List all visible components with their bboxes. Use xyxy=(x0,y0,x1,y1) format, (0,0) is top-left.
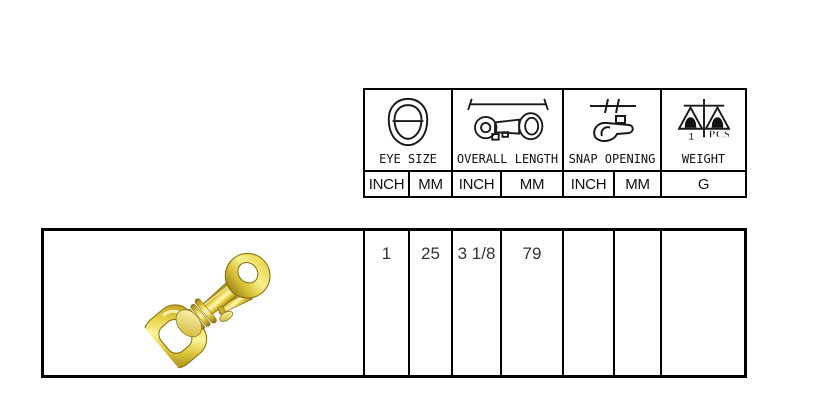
snap-opening-unit-mm: MM xyxy=(613,172,660,196)
cell-eye-size-inch: 1 xyxy=(363,231,408,375)
column-overall-length xyxy=(451,90,562,196)
cell-snap-opening-inch xyxy=(562,231,613,375)
weight-right-pan-label: PCS xyxy=(708,129,730,141)
weight-label: WEIGHT xyxy=(681,152,726,166)
product-image-cell xyxy=(44,231,363,375)
cell-overall-length-mm: 79 xyxy=(500,231,562,375)
snap-opening-icon xyxy=(584,96,640,148)
snap-opening-icon-cell xyxy=(564,90,660,172)
product-photo-swivel-snap-hook xyxy=(138,232,289,375)
eye-size-unit-inch: INCH xyxy=(368,175,405,193)
overall-length-unit-mm: MM xyxy=(500,172,562,196)
weight-unit-g: G xyxy=(697,175,710,193)
column-snap-opening xyxy=(562,90,660,196)
column-eye-size xyxy=(365,90,451,196)
weight-icon-cell xyxy=(662,90,745,172)
eye-size-label: EYE SIZE xyxy=(379,152,437,166)
snap-opening-label: SNAP OPENING xyxy=(568,152,656,166)
eye-size-icon-cell xyxy=(365,90,451,172)
cell-eye-size-mm: 25 xyxy=(408,231,451,375)
spec-header-table xyxy=(363,88,747,198)
snap-opening-unit-inch: INCH xyxy=(570,175,607,193)
weight-scale-icon xyxy=(675,97,733,147)
spec-data-row xyxy=(41,228,747,378)
cell-overall-length-inch: 3 1/8 xyxy=(451,231,500,375)
overall-length-label: OVERALL LENGTH xyxy=(456,152,559,166)
overall-length-unit-inch: INCH xyxy=(458,175,495,193)
overall-length-icon-cell xyxy=(453,90,562,172)
overall-length-icon xyxy=(462,96,554,148)
eye-size-icon xyxy=(383,96,433,148)
cell-snap-opening-mm xyxy=(613,231,660,375)
column-weight xyxy=(660,90,745,196)
weight-left-pan-label: 1 xyxy=(688,131,694,143)
eye-size-unit-mm: MM xyxy=(408,172,451,196)
cell-weight-g xyxy=(660,231,744,375)
